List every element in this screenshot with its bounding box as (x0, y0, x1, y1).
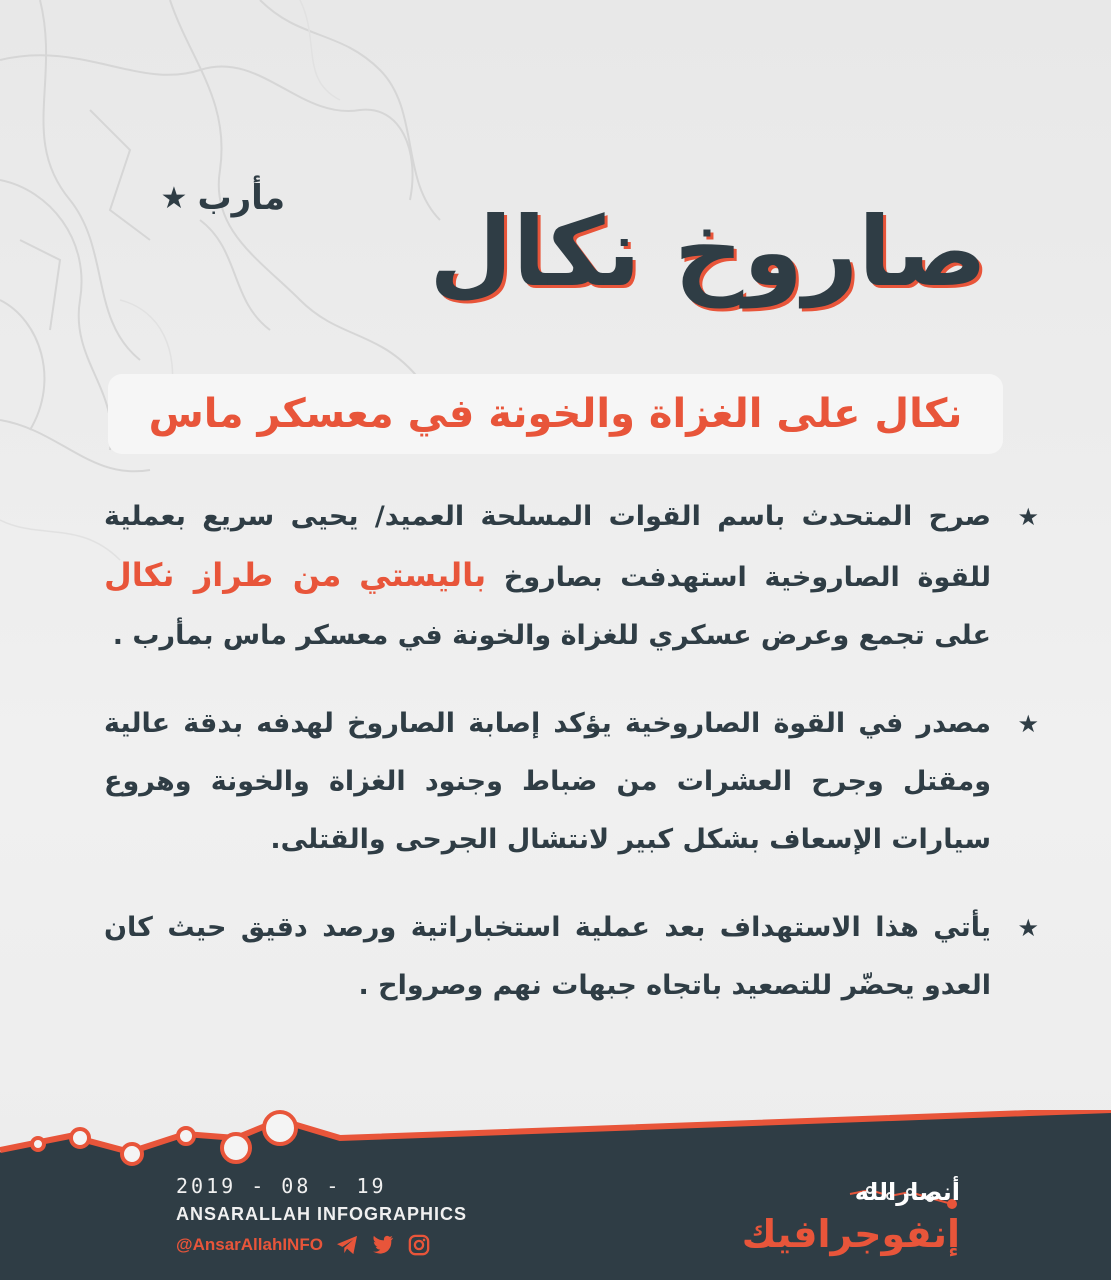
paragraph-3 (104, 899, 1039, 1015)
logo-text-top: أنصارالله (854, 1178, 960, 1206)
star-icon: ★ (1017, 503, 1039, 531)
star-icon: ★ (160, 180, 188, 216)
social-row (176, 1233, 467, 1257)
star-icon: ★ (1017, 710, 1039, 738)
paragraph-2-text: مصدر في القوة الصاروخية يؤكد إصابة الصاروخ لهدفه بدقة عالية ومقتل وجرح العشرات من ضباط وجنود الغزاة والخونة وهروع سيارات الإسعاف بشكل كبير لانتشال الجرحى والقتلى. (104, 708, 991, 855)
publish-date: 2019 - 08 - 19 (176, 1174, 387, 1198)
footer-info (176, 1174, 467, 1257)
brand-name: ANSARALLAH INFOGRAPHICS (176, 1204, 467, 1224)
paragraph-1-text-b: على تجمع وعرض عسكري للغزاة والخونة في معسكر ماس بمأرب . (112, 620, 991, 651)
instagram-icon[interactable] (407, 1233, 431, 1257)
telegram-icon[interactable] (335, 1233, 359, 1257)
paragraph-1 (104, 488, 1039, 665)
logo-text-bottom: إنفوجرافيك (741, 1212, 960, 1256)
paragraph-2 (104, 695, 1039, 869)
star-icon: ★ (1017, 914, 1039, 942)
highlight-ballistic: باليستي (359, 556, 487, 594)
subtitle-box (108, 374, 1003, 454)
content-body (104, 488, 1039, 1045)
highlight-nakal-type: من طراز نكال (104, 556, 342, 594)
page-title: صاروخ نكال (429, 196, 987, 308)
subtitle: نكال على الغزاة والخونة في معسكر ماس (148, 391, 963, 437)
twitter-icon[interactable] (371, 1233, 395, 1257)
paragraph-3-text: يأتي هذا الاستهداف بعد عملية استخباراتية ورصد دقيق حيث كان العدو يحضّر للتصعيد باتجاه جبهات نهم وصرواح . (104, 912, 991, 1001)
paragraph-1-text-a: صرح المتحدث باسم القوات المسلحة العميد/ يحيى سريع بعملية للقوة الصاروخية استهدفت بصاروخ (104, 501, 991, 593)
social-handle[interactable]: @AnsarAllahINFO (176, 1235, 323, 1254)
location-label: مأرب (197, 178, 285, 218)
location-tag (161, 178, 285, 218)
ansarallah-logo (720, 1172, 970, 1272)
paragraph-1-space (341, 562, 359, 593)
